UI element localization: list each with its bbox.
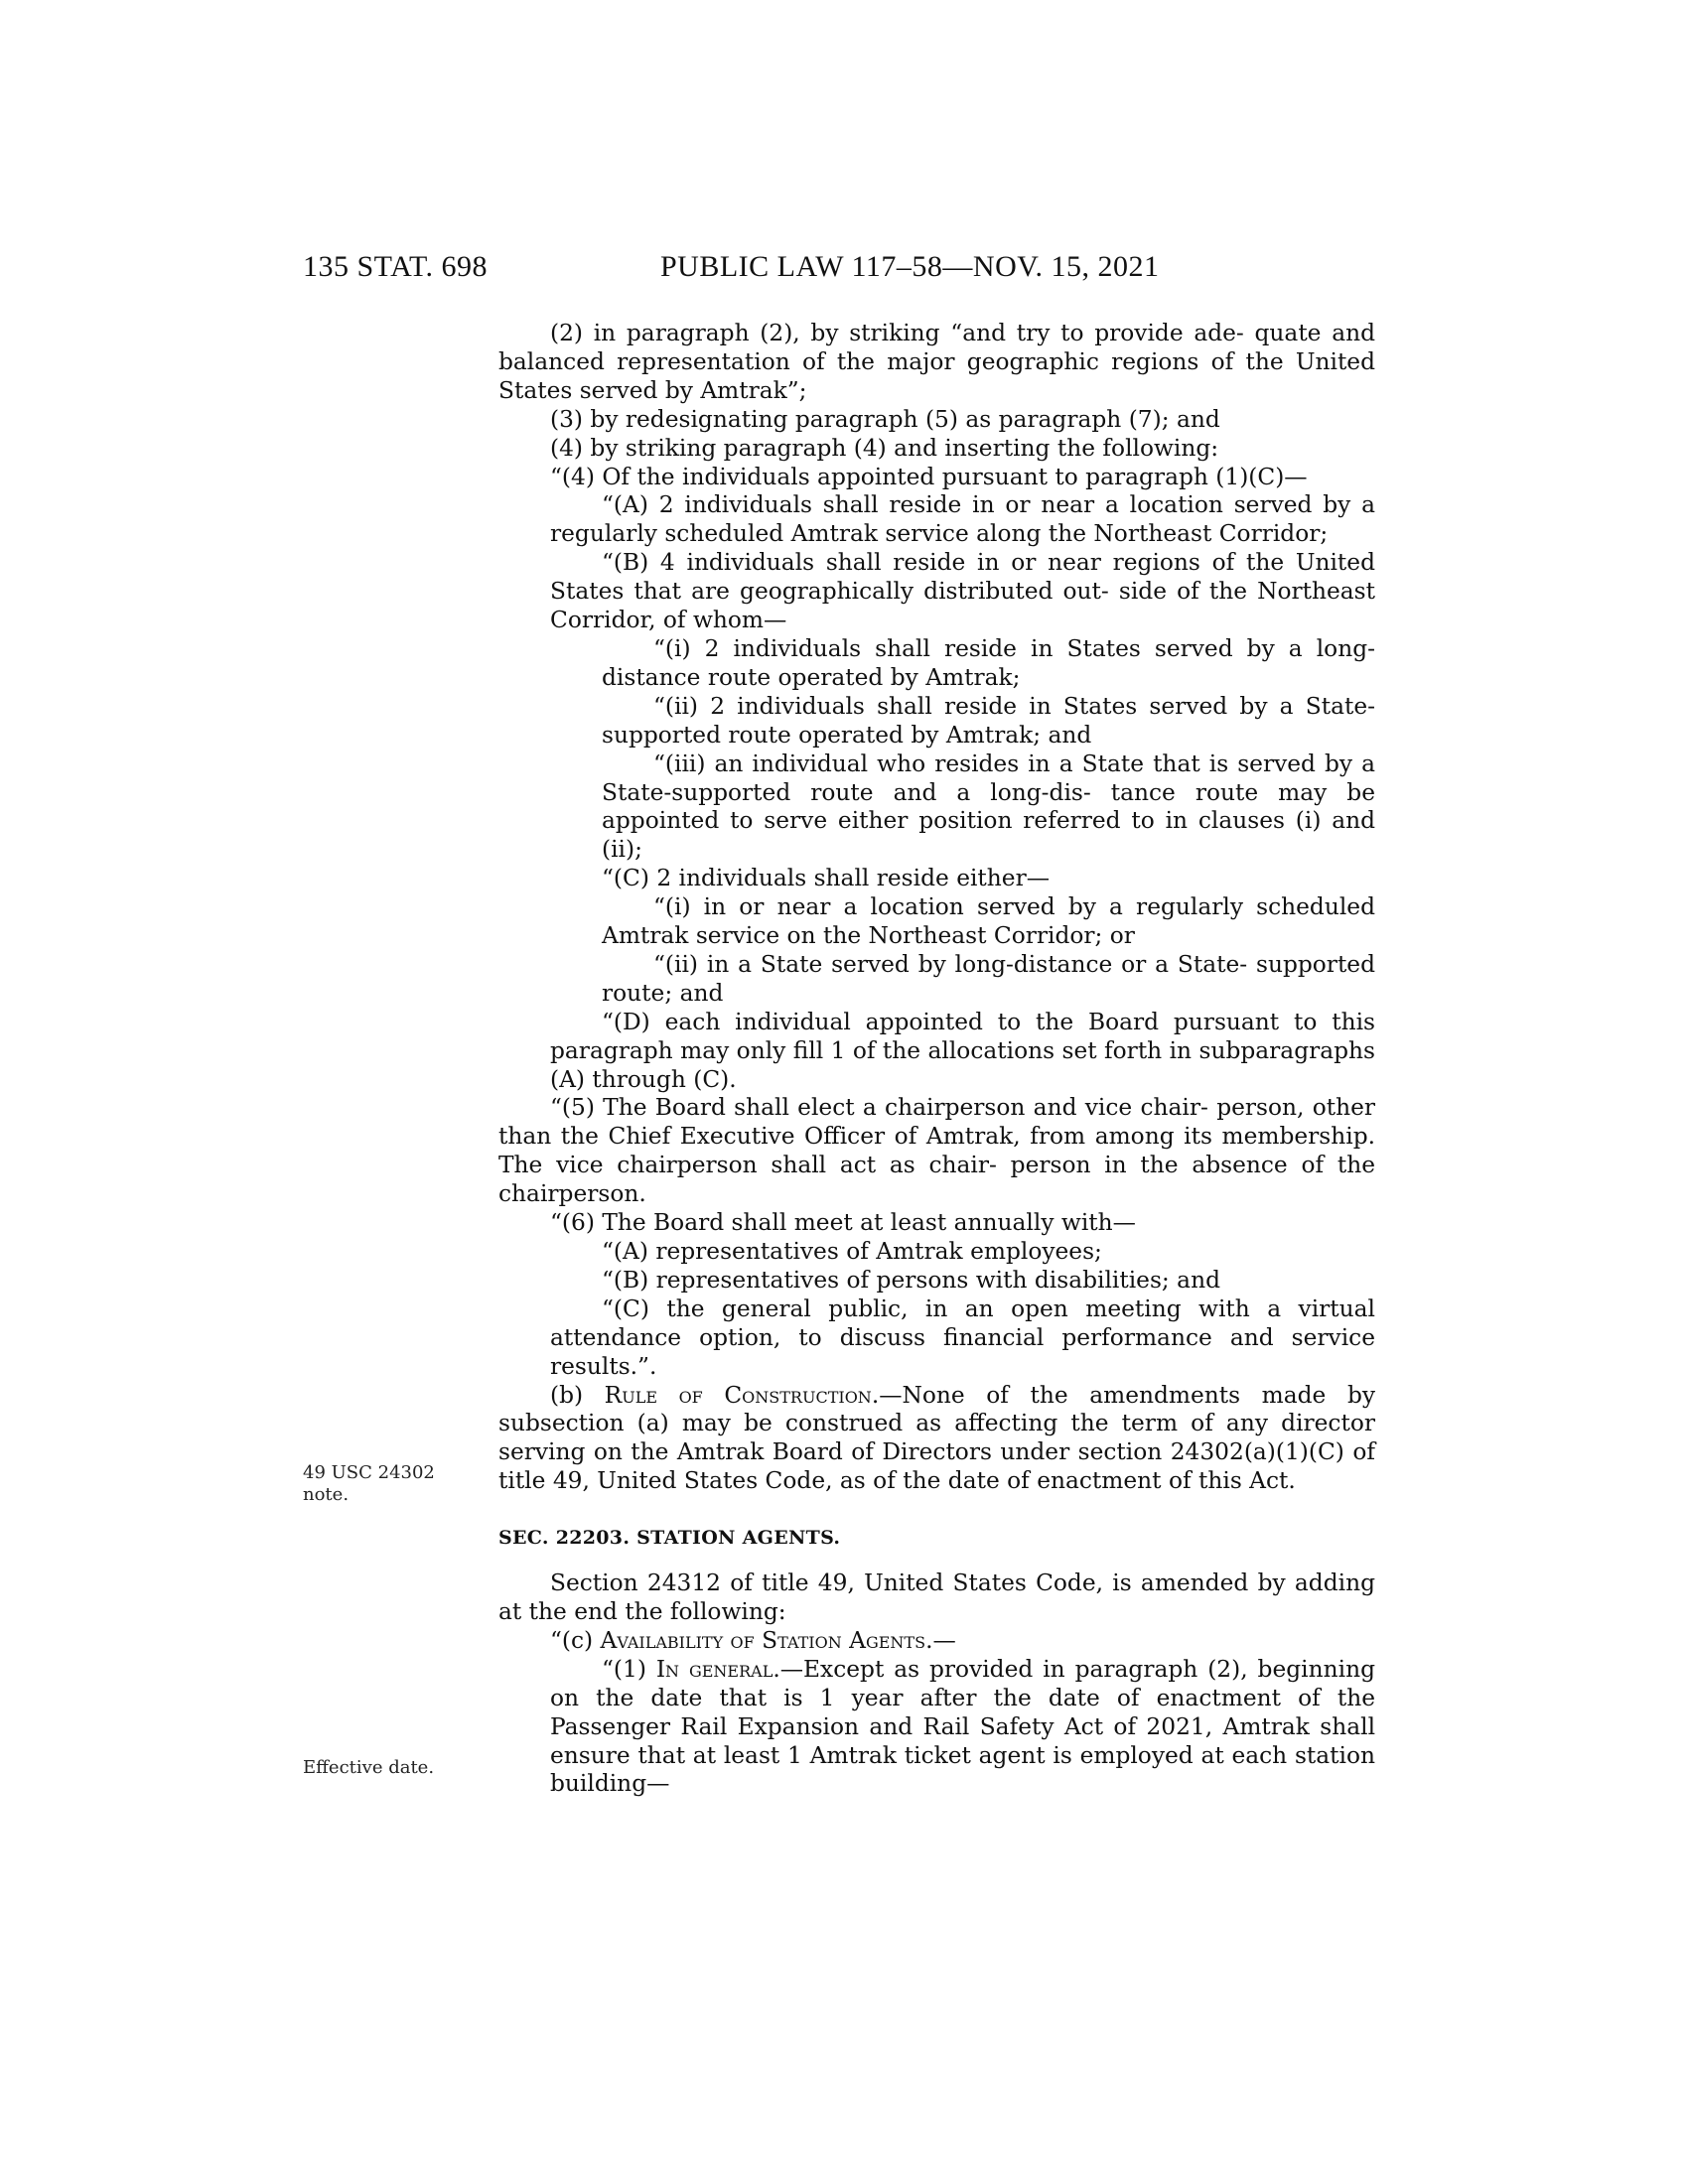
quoted-subparagraph-a: “(A) 2 individuals shall reside in or near a location served by a regularly scheduled Amtrak service along the Northeast Corridor;	[550, 491, 1375, 548]
page-reference: 135 STAT. 698	[303, 250, 489, 283]
section-heading: SEC. 22203. STATION AGENTS.	[498, 1527, 841, 1550]
quoted-paragraph-c-1: “(1) In general.—Except as provided in paragraph (2), beginning on the date that is 1 year after the date of enactment of the Passenger Rail Expansion and Rail Safety Act of 2021, Amtrak shall ensure that at least 1 Amtrak ticket agent is employed at each station building—	[550, 1655, 1376, 1798]
paragraph-4: (4) by striking paragraph (4) and inserting the following:	[550, 434, 1219, 462]
quoted-subparagraph-d: “(D) each individual appointed to the Board pursuant to this paragraph may only fill 1 of the allocations set forth in subparagraphs (A) through (C).	[550, 1008, 1376, 1093]
quoted-paragraph-5: “(5) The Board shall elect a chairperson and vice chair- person, other than the Chief Executive Officer of Amtrak, from among its membership. The vice chairperson shall act as chair- person in the absence of the chairperson.	[498, 1094, 1376, 1208]
quoted-paragraph-6-c: “(C) the general public, in an open meeting with a virtual attendance option, to discuss financial performance and service results.”.	[550, 1295, 1376, 1380]
paragraph-3: (3) by redesignating paragraph (5) as paragraph (7); and	[550, 405, 1220, 433]
quoted-subparagraph-b: “(B) 4 individuals shall reside in or near regions of the United States that are geographically distributed out- side of the Northeast Corridor, of whom—	[550, 549, 1375, 634]
quoted-paragraph-4: “(4) Of the individuals appointed pursuant to paragraph (1)(C)—	[550, 463, 1308, 490]
quoted-paragraph-6: “(6) The Board shall meet at least annually with—	[550, 1209, 1136, 1237]
quoted-subparagraph-c: “(C) 2 individuals shall reside either—	[602, 865, 1051, 892]
quoted-clause-b-ii: “(ii) 2 individuals shall reside in States served by a State-supported route operated by Amtrak; and	[602, 692, 1376, 749]
subsection-b-heading: Rule of Construction	[604, 1381, 872, 1409]
quoted-clause-c-i: “(i) in or near a location served by a regularly scheduled Amtrak service on the Northeast Corridor; or	[602, 893, 1376, 950]
page-title: PUBLIC LAW 117–58—NOV. 15, 2021	[660, 250, 1160, 283]
subsection-c-heading: Availability of Station Agents	[600, 1626, 926, 1654]
quoted-clause-c-ii: “(ii) in a State served by long-distance or a State- supported route; and	[602, 950, 1376, 1007]
subsection-b: (b) Rule of Construction.—None of the amendments made by subsection (a) may be construed as affecting the term of any director serving on the Amtrak Board of Directors under section 24302(a)(1)(C) of title 49, United States Code, as of the date of enactment of this Act.	[498, 1381, 1376, 1495]
margin-note-effective-date: Effective date.	[303, 1757, 435, 1778]
document-body	[498, 320, 1375, 1799]
paragraph-c-1-heading: In general	[655, 1655, 774, 1683]
quoted-clause-b-iii: “(iii) an individual who resides in a State that is served by a State-supported route and a long-dis- tance route may be appointed to serve either position referred to in clauses (i) and (ii);	[602, 750, 1376, 864]
quoted-clause-b-i: “(i) 2 individuals shall reside in States served by a long-distance route operated by Amtrak;	[602, 634, 1375, 691]
section-intro: Section 24312 of title 49, United States Code, is amended by adding at the end the following:	[498, 1570, 1375, 1625]
quoted-paragraph-6-b: “(B) representatives of persons with disabilities; and	[602, 1266, 1220, 1294]
quoted-paragraph-6-a: “(A) representatives of Amtrak employees;	[602, 1238, 1102, 1265]
paragraph-2: (2) in paragraph (2), by striking “and try to provide ade- quate and balanced representation of the major geographic regions of the United States served by Amtrak”;	[498, 320, 1376, 404]
margin-note-usc: 49 USC 24302 note.	[303, 1462, 435, 1505]
quoted-subsection-c: “(c) Availability of Station Agents.—	[550, 1626, 956, 1654]
